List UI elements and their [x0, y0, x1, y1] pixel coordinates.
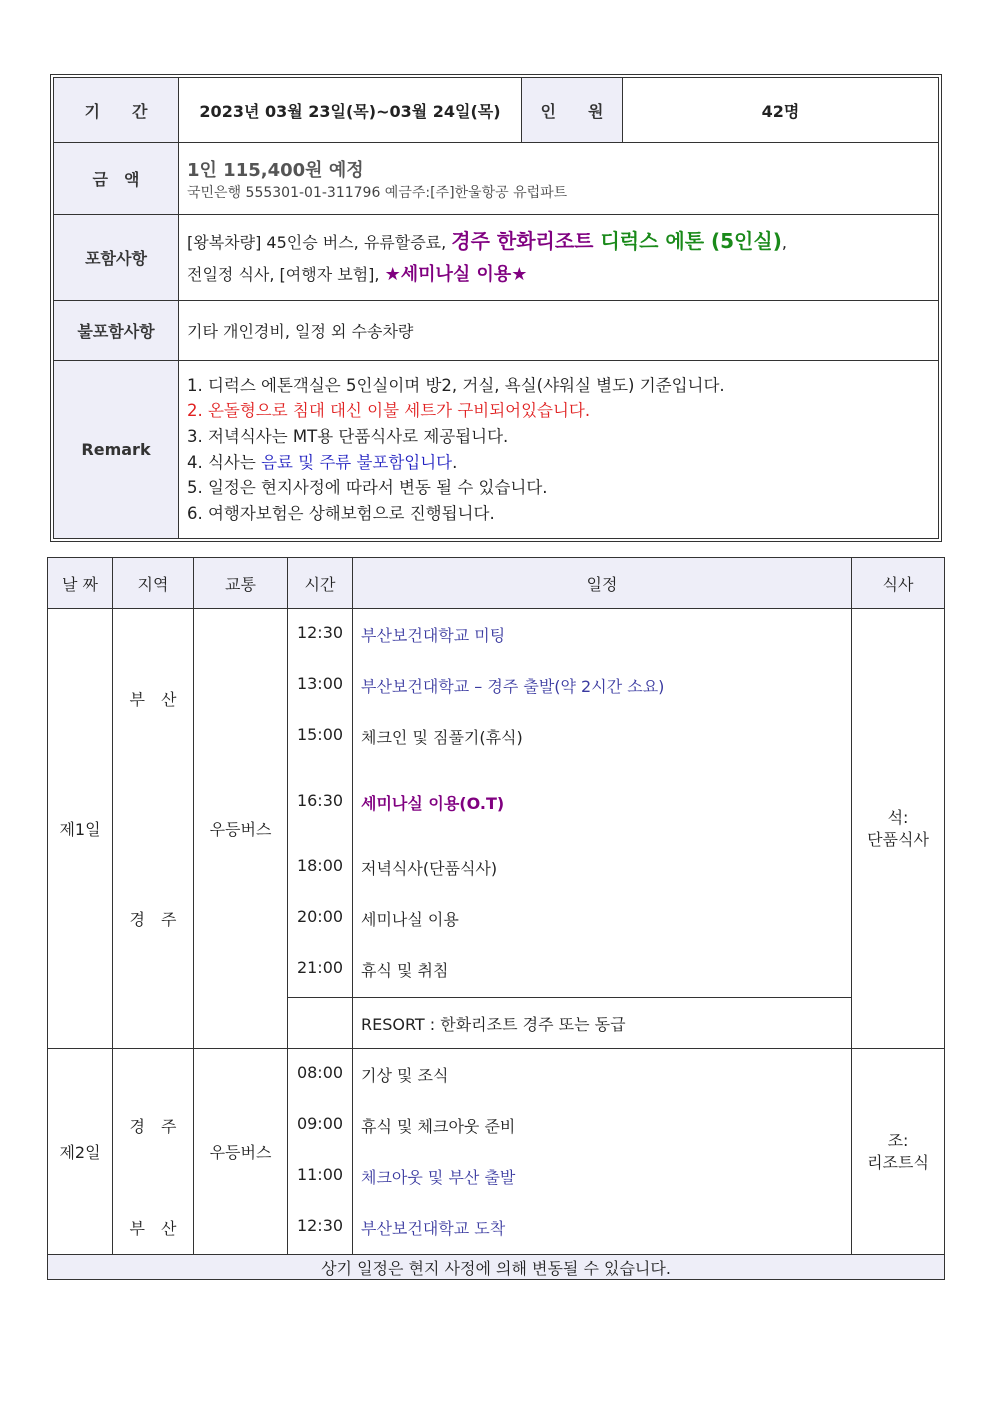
day1-region-busan: 부 산 — [129, 690, 177, 709]
time: 20:00 — [296, 907, 344, 926]
header-time: 시간 — [288, 558, 353, 609]
included-seminar: ★세미나실 이용★ — [384, 263, 528, 285]
time: 16:30 — [296, 791, 344, 810]
event: 세미나실 이용 — [361, 910, 459, 929]
amount-label: 금 액 — [54, 143, 179, 215]
info-table-frame — [50, 74, 942, 542]
day2-events — [353, 1049, 852, 1255]
time: 18:00 — [296, 856, 344, 875]
time: 08:00 — [296, 1063, 344, 1083]
day2-transport: 우등버스 — [194, 1049, 288, 1255]
day1-transport: 우등버스 — [194, 609, 288, 1049]
header-region: 지역 — [113, 558, 194, 609]
remark-label: Remark — [54, 361, 179, 539]
included-label: 포함사항 — [54, 215, 179, 301]
event: 체크아웃 및 부산 출발 — [361, 1168, 516, 1188]
event: 부산보건대학교 – 경주 출발(약 2시간 소요) — [361, 677, 665, 696]
remark-highlight: 음료 및 주류 불포함입니다 — [261, 452, 453, 472]
schedule-table — [47, 557, 945, 1280]
time: 21:00 — [296, 958, 344, 977]
time: 12:30 — [296, 1216, 344, 1236]
remark-item: 6. 여행자보험은 상해보험으로 진행됩니다. — [187, 503, 495, 523]
day1-date: 제1일 — [48, 609, 113, 1049]
remark-text: 4. 식사는 — [187, 452, 262, 472]
remark-item: 3. 저녁식사는 MT용 단품식사로 제공됩니다. — [187, 426, 509, 446]
amount-value: 1인 115,400원 예정 — [187, 159, 364, 181]
event: 부산보건대학교 도착 — [361, 1219, 506, 1239]
time: 09:00 — [296, 1114, 344, 1134]
event: 기상 및 조식 — [361, 1066, 449, 1086]
time: 13:00 — [296, 674, 344, 693]
day1-resort: RESORT : 한화리조트 경주 또는 동급 — [353, 998, 852, 1049]
day1-region — [113, 609, 194, 1049]
day2-region-gyeongju: 경 주 — [129, 1117, 177, 1137]
resort-time-empty — [288, 998, 353, 1049]
header-date: 날 짜 — [48, 558, 113, 609]
remark-item — [187, 450, 930, 476]
period-label: 기 간 — [54, 78, 179, 143]
remark-item: 1. 디럭스 에톤객실은 5인실이며 방2, 거실, 욕실(샤워실 별도) 기준입니다. — [187, 375, 725, 395]
people-label: 인 원 — [522, 78, 623, 143]
day2-meal: 조: 리조트식 — [852, 1049, 945, 1255]
day2-region-busan: 부 산 — [129, 1219, 177, 1239]
included-cell — [179, 215, 939, 301]
event: 휴식 및 취침 — [361, 961, 449, 980]
event: 부산보건대학교 미팅 — [361, 626, 506, 645]
header-transport: 교통 — [194, 558, 288, 609]
time: 15:00 — [296, 725, 344, 744]
header-schedule: 일정 — [353, 558, 852, 609]
included-room: 디럭스 에톤 (5인실) — [600, 228, 782, 253]
remark-item: 5. 일정은 현지사정에 따라서 변동 될 수 있습니다. — [187, 478, 548, 498]
schedule-footer-note: 상기 일정은 현지 사정에 의해 변동될 수 있습니다. — [48, 1255, 945, 1280]
included-prefix: [왕복차량] 45인승 버스, 유류할증료, — [187, 232, 452, 252]
day1-region-gyeongju: 경 주 — [129, 910, 177, 929]
event: 세미나실 이용(O.T) — [361, 794, 505, 813]
day2-date: 제2일 — [48, 1049, 113, 1255]
amount-cell — [179, 143, 939, 215]
bank-info: 국민은행 555301-01-311796 예금주:[주]한울항공 유럽파트 — [187, 184, 568, 201]
header-meal: 식사 — [852, 558, 945, 609]
time: 12:30 — [296, 623, 344, 642]
included-meals: 전일정 식사, [여행자 보험], — [187, 264, 385, 284]
time: 11:00 — [296, 1165, 344, 1185]
excluded-value: 기타 개인경비, 일정 외 수송차량 — [179, 301, 939, 361]
day2-times — [288, 1049, 353, 1255]
remark-text: . — [452, 452, 458, 472]
event: 저녁식사(단품식사) — [361, 859, 498, 878]
day1-events — [353, 609, 852, 998]
period-value: 2023년 03월 23일(목)~03월 24일(목) — [179, 78, 522, 143]
included-suffix: , — [781, 232, 787, 252]
excluded-label: 불포함사항 — [54, 301, 179, 361]
day1-times — [288, 609, 353, 998]
day1-meal: 석: 단품식사 — [852, 609, 945, 1049]
remark-item: 2. 온돌형으로 침대 대신 이불 세트가 구비되어있습니다. — [187, 401, 591, 421]
included-resort: 경주 한화리조트 — [451, 228, 601, 253]
remark-list — [179, 361, 939, 539]
event: 체크인 및 짐풀기(휴식) — [361, 728, 523, 747]
day2-region — [113, 1049, 194, 1255]
people-value: 42명 — [623, 78, 939, 143]
event: 휴식 및 체크아웃 준비 — [361, 1117, 516, 1137]
info-table — [53, 77, 939, 539]
